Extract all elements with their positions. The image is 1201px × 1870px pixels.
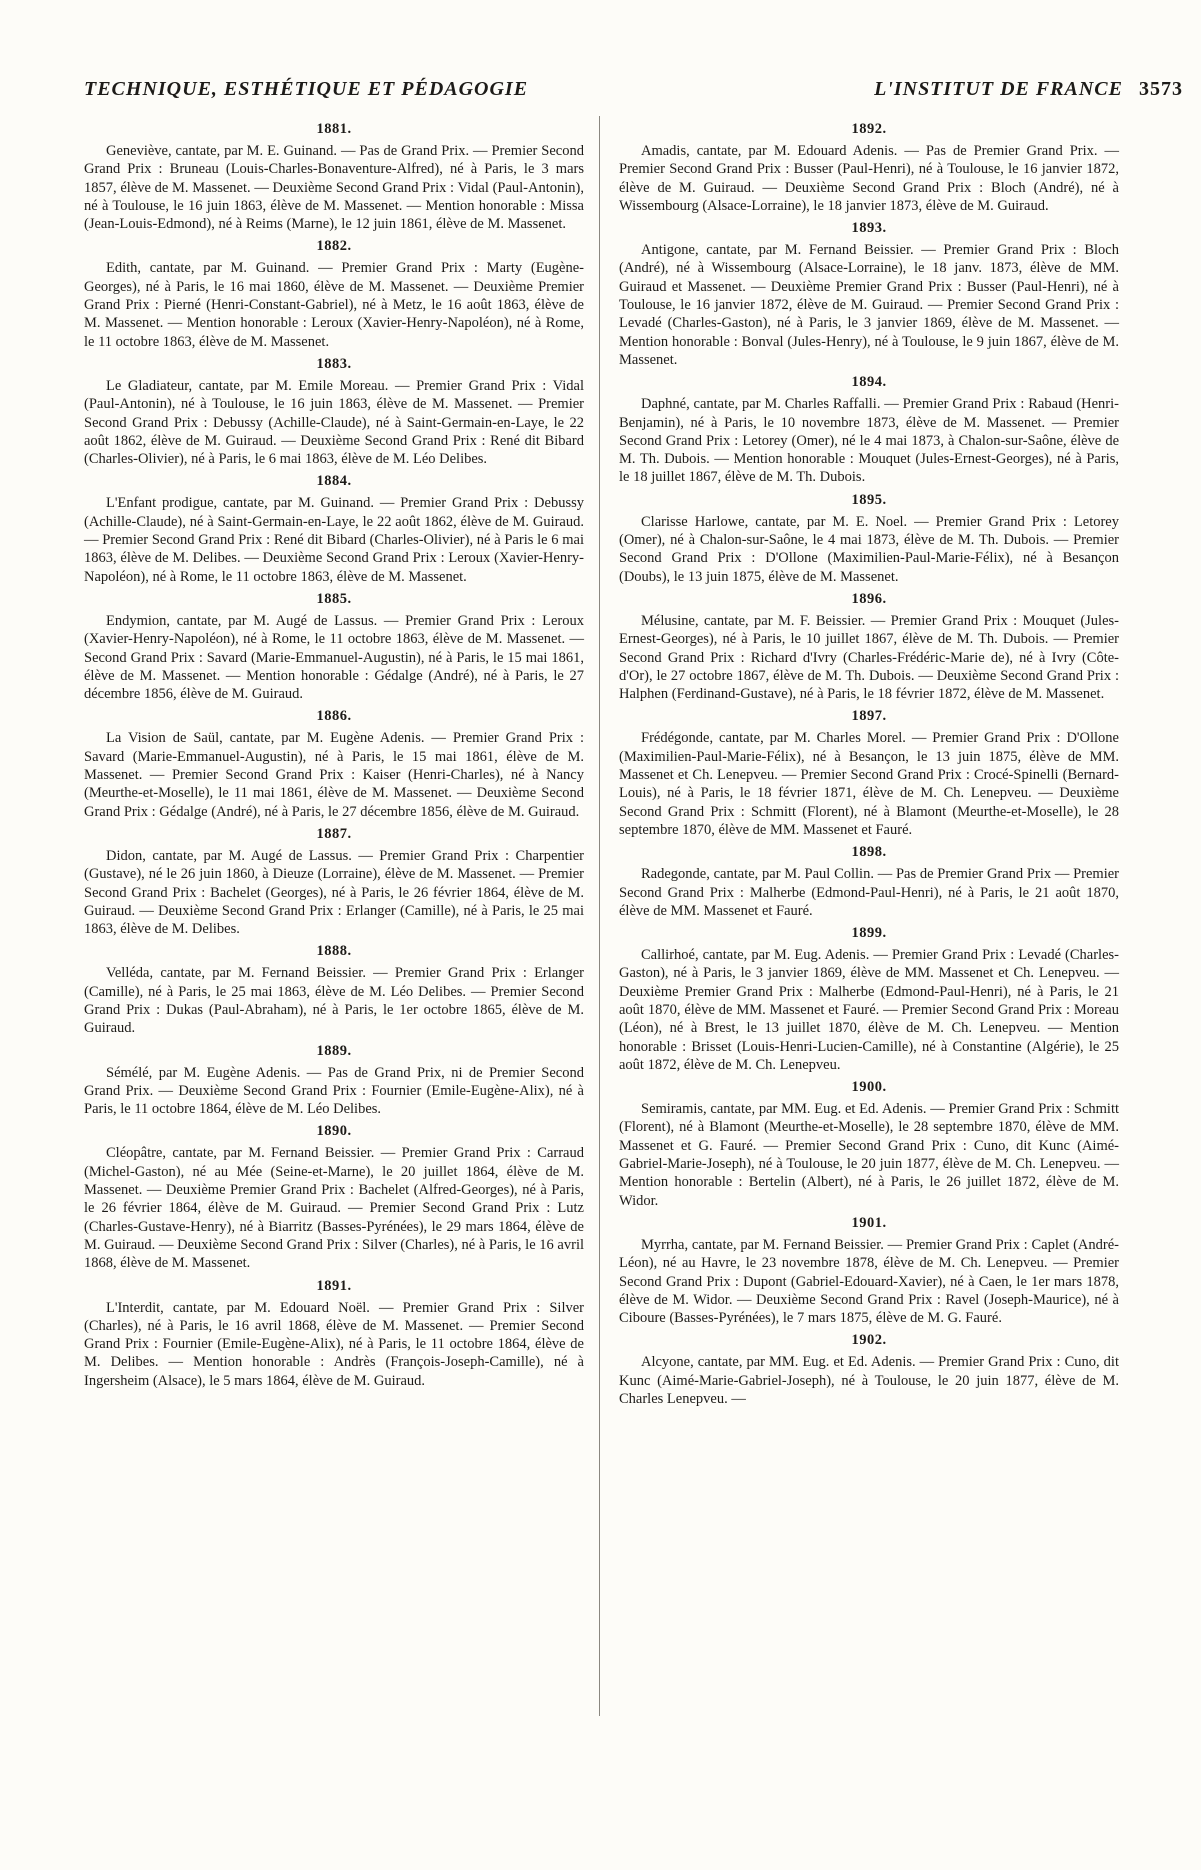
year-heading: 1883. [316, 355, 352, 372]
prize-entry: Radegonde, cantate, par M. Paul Collin. — Pas de Premier Grand Prix — Premier Second Grand Prix : Malherbe (Edmond-Paul-Henri), né à Paris, le 21 août 1870, élève de MM. Massenet et Fauré. [619, 866, 1119, 919]
running-head-right: L'INSTITUT DE FRANCE [874, 78, 1123, 100]
prize-entry: Callirhoé, cantate, par M. Eug. Adenis. — Premier Grand Prix : Levadé (Charles-Gaston), né à Paris, le 3 janvier 1869, élève de MM. Massenet et Ch. Lenepveu. — Deuxième Premier Grand Prix : Malherbe (Edmond-Paul-Henri), né à Paris, le 21 août 1870, élève de MM. Massenet et Fauré. — Premier Second Grand Prix : Moreau (Léon), né à Brest, le 13 juillet 1870, élève de M. Ch. Lenepveu. — Mention honorable : Brisset (Louis-Henri-Lucien-Camille), né à Constantine (Algérie), le 25 août 1872, élève de M. Ch. Lenepveu. [619, 947, 1119, 1073]
year-heading: 1895. [851, 491, 887, 508]
year-heading: 1882. [316, 238, 352, 255]
column-divider [599, 116, 600, 1716]
year-heading: 1892. [851, 121, 887, 137]
year-heading: 1894. [851, 374, 887, 391]
year-heading: 1889. [316, 1042, 352, 1059]
prize-entry: La Vision de Saül, cantate, par M. Eugène Adenis. — Premier Grand Prix : Savard (Marie-Emmanuel-Augustin), né à Paris, le 15 mai 1861, élève de M. Massenet. — Premier Second Grand Prix : Kaiser (Henri-Charles), né à Nancy (Meurthe-et-Moselle), le 11 mai 1861, élève de M. Massenet. — Deuxième Second Grand Prix : Gédalge (André), né à Paris, le 27 décembre 1856, élève de M. Guiraud. [84, 730, 584, 820]
year-heading: 1902. [851, 1332, 887, 1349]
year-heading: 1890. [316, 1123, 352, 1140]
prize-entry: Amadis, cantate, par M. Edouard Adenis. — Pas de Premier Grand Prix. — Premier Second Grand Prix : Busser (Paul-Henri), né à Toulouse, le 16 janvier 1872, élève de M. Guiraud. — Deuxième Second Grand Prix : Bloch (André), né à Wissembourg (Alsace-Lorraine), le 18 janvier 1873, élève de M. Guiraud. [619, 143, 1119, 214]
year-heading: 1881. [316, 121, 352, 137]
right-column [619, 116, 1119, 1410]
year-heading: 1897. [851, 708, 887, 725]
year-heading: 1884. [316, 473, 352, 490]
prize-entry: Semiramis, cantate, par MM. Eug. et Ed. Adenis. — Premier Grand Prix : Schmitt (Florent), né à Blamont (Meurthe-et-Moselle), le 28 septembre 1870, élève de MM. Massenet et G. Fauré. — Premier Second Grand Prix : Cuno, dit Kunc (Aimé-Gabriel-Marie-Joseph), né à Toulouse, le 20 juin 1877, élève de M. Ch. Lenepveu. — Mention honorable : Bertelin (Albert), né à Paris, le 26 juillet 1872, élève de M. Widor. [619, 1101, 1119, 1209]
prize-entry: Clarisse Harlowe, cantate, par M. E. Noel. — Premier Grand Prix : Letorey (Omer), né à Chalon-sur-Saône, le 4 mai 1873, élève de M. Th. Dubois. — Premier Second Grand Prix : D'Ollone (Maximilien-Paul-Marie-Félix), né à Besançon (Doubs), le 13 juin 1875, élève de M. Massenet. [619, 513, 1119, 585]
year-heading: 1899. [851, 925, 887, 942]
left-column [84, 116, 584, 1392]
page-number: 3573 [1139, 78, 1183, 100]
prize-entry: Mélusine, cantate, par M. F. Beissier. — Premier Grand Prix : Mouquet (Jules-Ernest-Georges), né à Paris, le 10 juillet 1867, élève de M. Th. Dubois. — Premier Second Grand Prix : Richard d'Ivry (Charles-Frédéric-Marie de), né à Ivry (Côte-d'Or), le 27 octobre 1867, élève de M. Th. Dubois. — Deuxième Second Grand Prix : Halphen (Ferdinand-Gustave), né à Paris, le 18 février 1872, élève de M. Massenet. [619, 612, 1119, 703]
prize-entry: Edith, cantate, par M. Guinand. — Premier Grand Prix : Marty (Eugène-Georges), né à Paris, le 16 mai 1860, élève de M. Massenet. — Deuxième Premier Grand Prix : Pierné (Henri-Constant-Gabriel), né à Metz, le 16 août 1863, élève de M. Massenet. — Mention honorable : Leroux (Xavier-Henry-Napoléon), né à Rome, le 11 octobre 1863, élève de M. Massenet. [84, 260, 584, 350]
text-columns [84, 116, 1174, 1856]
prize-entry: L'Enfant prodigue, cantate, par M. Guinand. — Premier Grand Prix : Debussy (Achille-Claude), né à Saint-Germain-en-Laye, le 22 août 1862, élève de M. Guiraud. — Premier Second Grand Prix : René dit Bibard (Charles-Olivier), né à Paris le 6 mai 1863, élève de M. Delibes. — Deuxième Second Grand Prix : Leroux (Xavier-Henry-Napoléon), né à Rome, le 11 octobre 1863, élève de M. Massenet. [84, 495, 584, 585]
running-head [84, 78, 1183, 106]
prize-entry: Le Gladiateur, cantate, par M. Emile Moreau. — Premier Grand Prix : Vidal (Paul-Antonin), né à Toulouse, le 16 juin 1863, élève de M. Massenet. — Premier Second Grand Prix : Debussy (Achille-Claude), né à Saint-Germain-en-Laye, le 22 août 1862, élève de M. Guiraud. — Deuxième Second Grand Prix : René dit Bibard (Charles-Olivier), né à Paris, le 6 mai 1863, élève de M. Léo Delibes. [84, 377, 584, 468]
running-head-left: TECHNIQUE, ESTHÉTIQUE ET PÉDAGOGIE [84, 78, 529, 100]
year-heading: 1885. [316, 590, 352, 607]
year-heading: 1896. [851, 590, 887, 607]
prize-entry: Sémélé, par M. Eugène Adenis. — Pas de Grand Prix, ni de Premier Second Grand Prix. — Deuxième Second Grand Prix : Fournier (Emile-Eugène-Alix), né à Paris, le 11 octobre 1864, élève de M. Léo Delibes. [84, 1064, 584, 1118]
year-heading: 1886. [316, 708, 352, 725]
year-heading: 1887. [316, 825, 352, 842]
year-heading: 1900. [851, 1079, 887, 1096]
year-heading: 1898. [851, 844, 887, 861]
prize-entry: Antigone, cantate, par M. Fernand Beissier. — Premier Grand Prix : Bloch (André), né à Wissembourg (Alsace-Lorraine), le 18 janv. 1873, élève de MM. Guiraud et Massenet. — Deuxième Premier Grand Prix : Busser (Paul-Henri), né à Toulouse, le 16 janvier 1872, élève de M. Guiraud. — Premier Second Grand Prix : Levadé (Charles-Gaston), né à Paris, le 3 janvier 1869, élève de M. Massenet. — Mention honorable : Bonval (Jules-Henry), né à Toulouse, le 9 juin 1867, élève de M. Massenet. [619, 242, 1119, 368]
prize-entry: L'Interdit, cantate, par M. Edouard Noël. — Premier Grand Prix : Silver (Charles), né à Paris, le 16 avril 1868, élève de M. Massenet. — Premier Second Grand Prix : Fournier (Emile-Eugène-Alix), né à Paris, le 11 octobre 1864, élève de M. Delibes. — Mention honorable : Andrès (François-Joseph-Camille), né à Ingersheim (Alsace), le 5 mars 1864, élève de M. Guiraud. [84, 1299, 584, 1389]
year-heading: 1888. [316, 943, 352, 960]
prize-entry: Didon, cantate, par M. Augé de Lassus. — Premier Grand Prix : Charpentier (Gustave), né le 26 juin 1860, à Dieuze (Lorraine), élève de M. Massenet. — Premier Second Grand Prix : Bachelet (Georges), né à Paris, le 26 février 1864, élève de M. Guiraud. — Deuxième Second Grand Prix : Erlanger (Camille), né à Paris, le 25 mai 1863, élève de M. Delibes. [84, 847, 584, 938]
prize-entry: Daphné, cantate, par M. Charles Raffalli. — Premier Grand Prix : Rabaud (Henri-Benjamin), né à Paris, le 10 novembre 1873, élève de M. Massenet. — Premier Second Grand Prix : Letorey (Omer), né le 4 mai 1873, à Chalon-sur-Saône, élève de M. Th. Dubois. — Mention honorable : Mouquet (Jules-Ernest-Georges), né à Paris, le 18 juillet 1867, élève de M. Th. Dubois. [619, 396, 1119, 486]
prize-entry: Alcyone, cantate, par MM. Eug. et Ed. Adenis. — Premier Grand Prix : Cuno, dit Kunc (Aimé-Marie-Gabriel-Joseph), né à Toulouse, le 20 juin 1877, élève de M. Charles Lenepveu. — [619, 1354, 1119, 1408]
prize-entry: Geneviève, cantate, par M. E. Guinand. — Pas de Grand Prix. — Premier Second Grand Prix : Bruneau (Louis-Charles-Bonaventure-Alfred), né à Paris, le 3 mars 1857, élève de M. Massenet. — Deuxième Second Grand Prix : Vidal (Paul-Antonin), né à Toulouse, le 16 juin 1863, élève de M. Massenet. — Mention honorable : Missa (Jean-Louis-Edmond), né à Reims (Marne), le 12 juin 1861, élève de M. Massenet. [84, 143, 584, 233]
year-heading: 1893. [851, 220, 887, 237]
prize-entry: Frédégonde, cantate, par M. Charles Morel. — Premier Grand Prix : D'Ollone (Maximilien-Paul-Marie-Félix), né à Besançon, le 13 juin 1875, élève de MM. Massenet et Ch. Lenepveu. — Premier Second Grand Prix : Crocé-Spinelli (Bernard-Louis), né à Paris, le 18 février 1871, élève de M. Ch. Lenepveu. — Deuxième Second Grand Prix : Schmitt (Florent), né à Blamont (Meurthe-et-Moselle), le 28 septembre 1870, élève de MM. Massenet et Fauré. [619, 730, 1119, 838]
year-heading: 1891. [316, 1277, 352, 1294]
prize-entry: Myrrha, cantate, par M. Fernand Beissier. — Premier Grand Prix : Caplet (André-Léon), né au Havre, le 23 novembre 1878, élève de M. Ch. Lenepveu. — Premier Second Grand Prix : Dupont (Gabriel-Edouard-Xavier), né à Caen, le 1er mars 1878, élève de M. Widor. — Deuxième Second Grand Prix : Ravel (Joseph-Maurice), né à Ciboure (Basses-Pyrénées), le 7 mars 1875, élève de M. G. Fauré. [619, 1236, 1119, 1327]
prize-entry: Velléda, cantate, par M. Fernand Beissier. — Premier Grand Prix : Erlanger (Camille), né à Paris, le 25 mai 1863, élève de M. Léo Delibes. — Premier Second Grand Prix : Dukas (Paul-Abraham), né à Paris, le 1er octobre 1865, élève de M. Guiraud. [84, 965, 584, 1037]
prize-entry: Endymion, cantate, par M. Augé de Lassus. — Premier Grand Prix : Leroux (Xavier-Henry-Napoléon), né à Rome, le 11 octobre 1863, élève de M. Massenet. — Second Grand Prix : Savard (Marie-Emmanuel-Augustin), né à Paris, le 15 mai 1861, élève de M. Massenet. — Mention honorable : Gédalge (André), né à Paris, le 27 décembre 1856, élève de M. Guiraud. [84, 612, 584, 703]
prize-entry: Cléopâtre, cantate, par M. Fernand Beissier. — Premier Grand Prix : Carraud (Michel-Gaston), né au Mée (Seine-et-Marne), le 20 juillet 1864, élève de M. Massenet. — Deuxième Premier Grand Prix : Bachelet (Alfred-Georges), né à Paris, le 26 février 1864, élève de M. Guiraud. — Premier Second Grand Prix : Lutz (Charles-Gustave-Henry), né à Biarritz (Basses-Pyrénées), le 29 mars 1864, élève de M. Guiraud. — Deuxième Second Grand Prix : Silver (Charles), né à Paris, le 16 avril 1868, élève de M. Massenet. [84, 1145, 584, 1272]
year-heading: 1901. [851, 1214, 887, 1231]
